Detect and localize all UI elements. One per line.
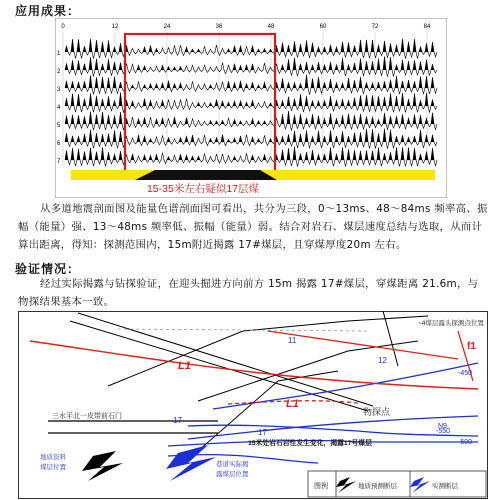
trace-label: 1 xyxy=(57,51,61,57)
trace-label: 5 xyxy=(57,123,61,129)
trace-label: 3 xyxy=(57,87,61,93)
coal-wedge xyxy=(135,170,277,180)
mid-note: 15米处岩石岩性发生变化，揭露17号煤层 xyxy=(248,440,372,447)
label-17b: 17 xyxy=(258,428,267,437)
label-550: -550 xyxy=(436,428,451,435)
legend-title: 图例 xyxy=(314,483,328,490)
label-n9: N9 xyxy=(438,423,447,430)
legend-item2: 实测断层 xyxy=(432,483,458,490)
paragraph-analysis: 从多道地震剖面图及能量色谱剖面图可看出，共分为三段，0～13ms、48～84ms 频率高、振幅（能量）强、13～48ms 频率低、振幅（能量）弱。结合对岩石、煤层速度总结与选取，从而计算出距离，得知：探测范围内，15m附近揭露 17#煤层，且穿煤厚度20m 左右。 xyxy=(18,203,488,251)
seismic-section-chart xyxy=(55,18,447,198)
label-11: 11 xyxy=(288,336,297,345)
label-mid-marker: 巷道实际揭露煤层位置 xyxy=(216,461,249,478)
chart-annotation: 15-35米左右疑似17层煤 xyxy=(146,183,260,195)
label-left-marker: 地质资料煤层位置 xyxy=(40,454,66,471)
geologic-map xyxy=(18,311,488,499)
top-axis-tick: 48 xyxy=(267,24,275,30)
top-axis-tick: 12 xyxy=(111,24,119,30)
trace-label: 2 xyxy=(57,69,61,75)
label-500: -500 xyxy=(458,439,473,446)
label-17a: 17 xyxy=(173,416,182,425)
top-axis-tick: 0 xyxy=(61,24,65,30)
map-frame xyxy=(19,312,488,499)
trace-label: 6 xyxy=(57,141,61,147)
label-f1: f1 xyxy=(467,341,476,352)
top-axis-tick: 72 xyxy=(371,24,379,30)
label-L1a: L1 xyxy=(178,360,191,372)
label-roadway: 三水平北一皮带前石门 xyxy=(52,413,122,420)
trace-label: 4 xyxy=(57,105,61,111)
label-L1b: L1 xyxy=(286,398,299,410)
top-axis-tick: 36 xyxy=(215,24,223,30)
label-450: -450 xyxy=(458,370,473,377)
legend-item1: 地质预测断层 xyxy=(358,483,397,490)
top-axis-tick: 60 xyxy=(319,24,327,30)
top-axis-tick: 24 xyxy=(163,24,171,30)
label-survey-point: 物探点 xyxy=(363,407,391,417)
top-axis-tick: 84 xyxy=(423,24,431,30)
trace-label: 7 xyxy=(57,159,61,165)
label-top-right: ~4煤层露头探测点位置 xyxy=(418,320,484,327)
section-heading: 应用成果： xyxy=(15,4,81,18)
legend xyxy=(308,471,486,497)
paragraph-verification: 经过实际揭露与钻探验证，在迎头掘进方向前方 15m 揭露 17#煤层，穿煤距离 21.6m，与物探结果基本一致。 xyxy=(18,278,479,308)
label-12: 12 xyxy=(378,356,387,365)
verify-heading: 验证情况： xyxy=(15,262,81,276)
